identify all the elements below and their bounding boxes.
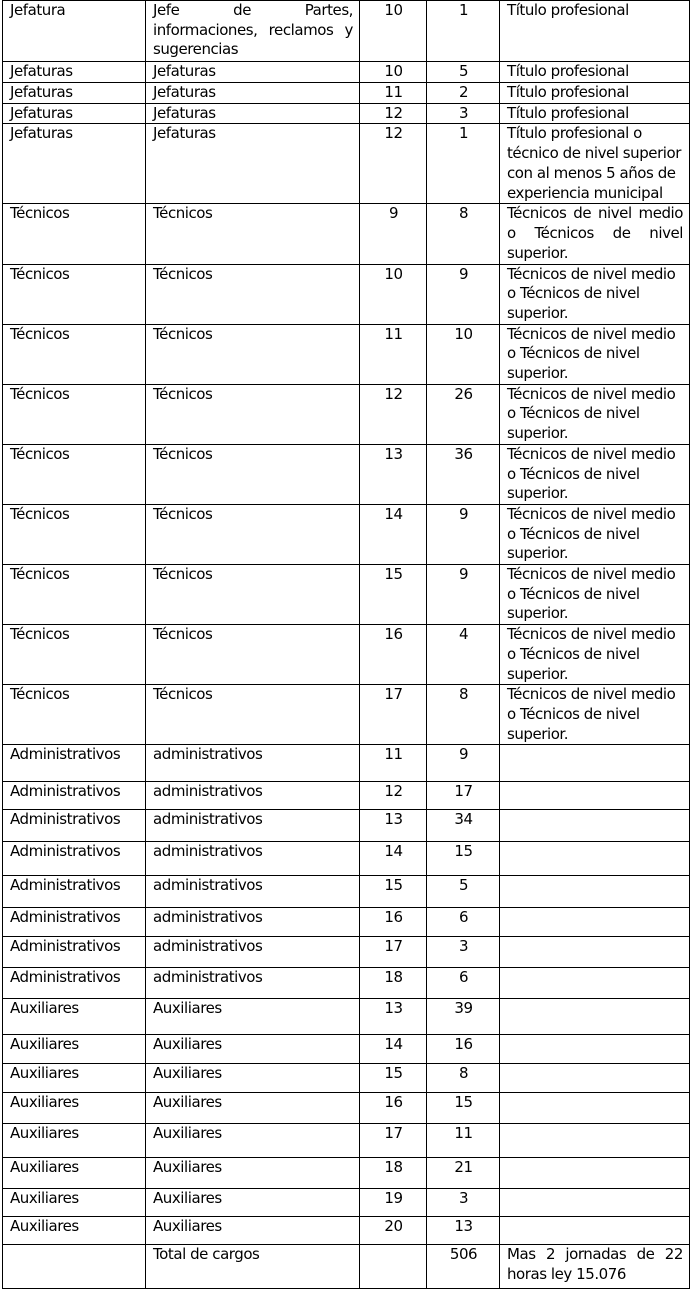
requisito-cell bbox=[500, 810, 690, 842]
grado-cell: 9 bbox=[360, 204, 427, 264]
planta-cell: Técnicos bbox=[3, 204, 146, 264]
planta-cell: Técnicos bbox=[3, 264, 146, 324]
cargo-cell: Técnicos bbox=[146, 444, 360, 504]
cargo-cell: Auxiliares bbox=[146, 1217, 360, 1245]
cargo-cell: Auxiliares bbox=[146, 1189, 360, 1217]
grado-cell: 10 bbox=[360, 62, 427, 83]
planta-cell: Administrativos bbox=[3, 810, 146, 842]
cargo-cell: Auxiliares bbox=[146, 999, 360, 1035]
requisito-cell: Título profesional bbox=[500, 1, 690, 62]
table-row bbox=[3, 204, 690, 264]
planta-cell: Jefatura bbox=[3, 1, 146, 62]
requisito-cell: Título profesional o técnico de nivel superior con al menos 5 años de experiencia municipal bbox=[500, 124, 690, 204]
planta-cell: Auxiliares bbox=[3, 1124, 146, 1158]
cantidad-cell: 9 bbox=[427, 504, 500, 564]
table-row bbox=[3, 1064, 690, 1093]
planta-cell: Jefaturas bbox=[3, 83, 146, 104]
cargo-cell: Jefaturas bbox=[146, 103, 360, 124]
grado-cell: 14 bbox=[360, 504, 427, 564]
planta-cell: Jefaturas bbox=[3, 124, 146, 204]
grado-cell: 13 bbox=[360, 444, 427, 504]
requisito-cell: Técnicos de nivel medio o Técnicos de nivel superior. bbox=[500, 685, 690, 745]
requisito-cell bbox=[500, 1093, 690, 1124]
table-row bbox=[3, 1189, 690, 1217]
table-row bbox=[3, 1, 690, 62]
table-row bbox=[3, 968, 690, 999]
planta-cell: Administrativos bbox=[3, 876, 146, 908]
grado-cell: 12 bbox=[360, 384, 427, 444]
planta-cell: Administrativos bbox=[3, 842, 146, 876]
planta-cell: Técnicos bbox=[3, 384, 146, 444]
cantidad-cell: 1 bbox=[427, 1, 500, 62]
table-row bbox=[3, 908, 690, 937]
grado-cell: 11 bbox=[360, 324, 427, 384]
cantidad-cell: 26 bbox=[427, 384, 500, 444]
planta-cell: Jefaturas bbox=[3, 103, 146, 124]
cargo-cell: Auxiliares bbox=[146, 1064, 360, 1093]
table-row bbox=[3, 124, 690, 204]
table-row bbox=[3, 324, 690, 384]
requisito-cell: Técnicos de nivel medio o Técnicos de nivel superior. bbox=[500, 264, 690, 324]
cargo-cell: Técnicos bbox=[146, 685, 360, 745]
planta-cell: Auxiliares bbox=[3, 1217, 146, 1245]
cantidad-cell: 21 bbox=[427, 1158, 500, 1189]
planta-cell: Técnicos bbox=[3, 565, 146, 625]
grado-cell: 15 bbox=[360, 876, 427, 908]
planta-cell: Administrativos bbox=[3, 908, 146, 937]
cantidad-cell: 3 bbox=[427, 103, 500, 124]
planta-cell: Técnicos bbox=[3, 685, 146, 745]
grado-cell: 12 bbox=[360, 103, 427, 124]
cargo-cell: Técnicos bbox=[146, 384, 360, 444]
cargo-cell: Auxiliares bbox=[146, 1035, 360, 1064]
cantidad-cell: 15 bbox=[427, 842, 500, 876]
grado-cell: 10 bbox=[360, 1, 427, 62]
cargo-cell: administrativos bbox=[146, 745, 360, 782]
planta-cell: Técnicos bbox=[3, 504, 146, 564]
requisito-cell bbox=[500, 876, 690, 908]
requisito-cell bbox=[500, 1217, 690, 1245]
cargo-cell: Jefe de Partes, informaciones, reclamos y sugerencias bbox=[146, 1, 360, 62]
cantidad-cell: 5 bbox=[427, 62, 500, 83]
cantidad-cell: 9 bbox=[427, 264, 500, 324]
cantidad-cell: 3 bbox=[427, 1189, 500, 1217]
cantidad-cell: 6 bbox=[427, 908, 500, 937]
cantidad-cell: 17 bbox=[427, 782, 500, 810]
requisito-cell: Mas 2 jornadas de 22 horas ley 15.076 bbox=[500, 1245, 690, 1289]
requisito-cell: Técnicos de nivel medio o Técnicos de nivel superior. bbox=[500, 625, 690, 685]
requisito-cell bbox=[500, 1035, 690, 1064]
planta-cell: Auxiliares bbox=[3, 1189, 146, 1217]
requisito-cell bbox=[500, 782, 690, 810]
cargo-cell: Técnicos bbox=[146, 324, 360, 384]
requisito-cell: Técnicos de nivel medio o Técnicos de nivel superior. bbox=[500, 504, 690, 564]
cantidad-cell: 11 bbox=[427, 1124, 500, 1158]
table-row bbox=[3, 1158, 690, 1189]
cargo-cell: administrativos bbox=[146, 810, 360, 842]
cantidad-cell: 10 bbox=[427, 324, 500, 384]
table-row bbox=[3, 384, 690, 444]
requisito-cell: Técnicos de nivel medio o Técnicos de nivel superior. bbox=[500, 384, 690, 444]
cantidad-cell: 39 bbox=[427, 999, 500, 1035]
grado-cell: 13 bbox=[360, 810, 427, 842]
grado-cell bbox=[360, 1245, 427, 1289]
table-row bbox=[3, 782, 690, 810]
total-row bbox=[3, 1245, 690, 1289]
grado-cell: 17 bbox=[360, 937, 427, 968]
requisito-cell: Título profesional bbox=[500, 103, 690, 124]
table-row bbox=[3, 1093, 690, 1124]
cantidad-cell: 13 bbox=[427, 1217, 500, 1245]
table-row bbox=[3, 810, 690, 842]
cargo-cell: administrativos bbox=[146, 876, 360, 908]
grado-cell: 18 bbox=[360, 968, 427, 999]
table-row bbox=[3, 1035, 690, 1064]
cargo-cell: Total de cargos bbox=[146, 1245, 360, 1289]
cantidad-cell: 6 bbox=[427, 968, 500, 999]
grado-cell: 17 bbox=[360, 685, 427, 745]
cantidad-cell: 506 bbox=[427, 1245, 500, 1289]
cargo-cell: Técnicos bbox=[146, 264, 360, 324]
cantidad-cell: 3 bbox=[427, 937, 500, 968]
cantidad-cell: 8 bbox=[427, 204, 500, 264]
planta-cell bbox=[3, 1245, 146, 1289]
requisito-cell bbox=[500, 908, 690, 937]
cargo-cell: Jefaturas bbox=[146, 124, 360, 204]
cargo-cell: administrativos bbox=[146, 968, 360, 999]
grado-cell: 15 bbox=[360, 565, 427, 625]
table-row bbox=[3, 62, 690, 83]
cargo-cell: Técnicos bbox=[146, 504, 360, 564]
grado-cell: 16 bbox=[360, 908, 427, 937]
grado-cell: 12 bbox=[360, 124, 427, 204]
requisito-cell bbox=[500, 842, 690, 876]
grado-cell: 14 bbox=[360, 1035, 427, 1064]
cargo-cell: Técnicos bbox=[146, 204, 360, 264]
cargo-cell: administrativos bbox=[146, 908, 360, 937]
planta-cell: Administrativos bbox=[3, 782, 146, 810]
cantidad-cell: 4 bbox=[427, 625, 500, 685]
grado-cell: 17 bbox=[360, 1124, 427, 1158]
requisito-cell bbox=[500, 937, 690, 968]
requisito-cell bbox=[500, 1189, 690, 1217]
requisito-cell: Técnicos de nivel medio o Técnicos de nivel superior. bbox=[500, 565, 690, 625]
planta-cell: Técnicos bbox=[3, 625, 146, 685]
planta-cell: Auxiliares bbox=[3, 999, 146, 1035]
cargo-cell: Jefaturas bbox=[146, 83, 360, 104]
table-row bbox=[3, 625, 690, 685]
planta-cell: Administrativos bbox=[3, 745, 146, 782]
planta-cell: Administrativos bbox=[3, 968, 146, 999]
cantidad-cell: 8 bbox=[427, 1064, 500, 1093]
requisito-cell bbox=[500, 1064, 690, 1093]
grado-cell: 12 bbox=[360, 782, 427, 810]
planta-cell: Jefaturas bbox=[3, 62, 146, 83]
grado-cell: 19 bbox=[360, 1189, 427, 1217]
requisito-cell bbox=[500, 745, 690, 782]
planta-cell: Auxiliares bbox=[3, 1158, 146, 1189]
table-row bbox=[3, 83, 690, 104]
cargo-cell: administrativos bbox=[146, 782, 360, 810]
table-row bbox=[3, 842, 690, 876]
cantidad-cell: 1 bbox=[427, 124, 500, 204]
table-body bbox=[3, 1, 690, 1289]
table-row bbox=[3, 876, 690, 908]
grado-cell: 11 bbox=[360, 83, 427, 104]
planta-cell: Auxiliares bbox=[3, 1064, 146, 1093]
grado-cell: 10 bbox=[360, 264, 427, 324]
cantidad-cell: 16 bbox=[427, 1035, 500, 1064]
cantidad-cell: 9 bbox=[427, 745, 500, 782]
table-row bbox=[3, 937, 690, 968]
cantidad-cell: 2 bbox=[427, 83, 500, 104]
table-row bbox=[3, 999, 690, 1035]
staff-positions-table bbox=[2, 0, 690, 1289]
cantidad-cell: 9 bbox=[427, 565, 500, 625]
table-row bbox=[3, 103, 690, 124]
cantidad-cell: 15 bbox=[427, 1093, 500, 1124]
grado-cell: 20 bbox=[360, 1217, 427, 1245]
cargo-cell: Jefaturas bbox=[146, 62, 360, 83]
cargo-cell: Técnicos bbox=[146, 625, 360, 685]
grado-cell: 18 bbox=[360, 1158, 427, 1189]
table-row bbox=[3, 1217, 690, 1245]
cantidad-cell: 34 bbox=[427, 810, 500, 842]
grado-cell: 16 bbox=[360, 1093, 427, 1124]
cargo-cell: administrativos bbox=[146, 842, 360, 876]
requisito-cell bbox=[500, 1124, 690, 1158]
table-row bbox=[3, 745, 690, 782]
table-row bbox=[3, 1124, 690, 1158]
grado-cell: 14 bbox=[360, 842, 427, 876]
requisito-cell: Técnicos de nivel medio o Técnicos de nivel superior. bbox=[500, 444, 690, 504]
requisito-cell bbox=[500, 1158, 690, 1189]
grado-cell: 11 bbox=[360, 745, 427, 782]
table-row bbox=[3, 504, 690, 564]
table-row bbox=[3, 264, 690, 324]
cantidad-cell: 8 bbox=[427, 685, 500, 745]
table-row bbox=[3, 444, 690, 504]
requisito-cell: Título profesional bbox=[500, 83, 690, 104]
cantidad-cell: 36 bbox=[427, 444, 500, 504]
planta-cell: Administrativos bbox=[3, 937, 146, 968]
planta-cell: Auxiliares bbox=[3, 1093, 146, 1124]
requisito-cell bbox=[500, 968, 690, 999]
table-row bbox=[3, 685, 690, 745]
cargo-cell: Auxiliares bbox=[146, 1093, 360, 1124]
cargo-cell: Auxiliares bbox=[146, 1158, 360, 1189]
planta-cell: Técnicos bbox=[3, 444, 146, 504]
requisito-cell: Técnicos de nivel medio o Técnicos de nivel superior. bbox=[500, 204, 690, 264]
grado-cell: 15 bbox=[360, 1064, 427, 1093]
planta-cell: Auxiliares bbox=[3, 1035, 146, 1064]
grado-cell: 16 bbox=[360, 625, 427, 685]
requisito-cell: Título profesional bbox=[500, 62, 690, 83]
table-row bbox=[3, 565, 690, 625]
requisito-cell bbox=[500, 999, 690, 1035]
cargo-cell: administrativos bbox=[146, 937, 360, 968]
cantidad-cell: 5 bbox=[427, 876, 500, 908]
cargo-cell: Auxiliares bbox=[146, 1124, 360, 1158]
planta-cell: Técnicos bbox=[3, 324, 146, 384]
grado-cell: 13 bbox=[360, 999, 427, 1035]
cargo-cell: Técnicos bbox=[146, 565, 360, 625]
requisito-cell: Técnicos de nivel medio o Técnicos de nivel superior. bbox=[500, 324, 690, 384]
